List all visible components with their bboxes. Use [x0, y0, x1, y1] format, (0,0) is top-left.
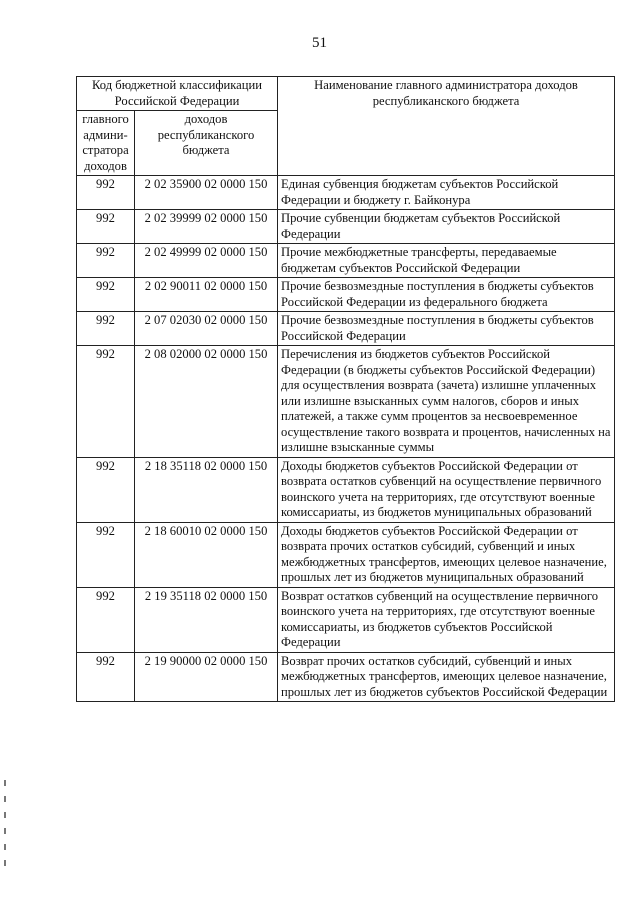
revenue-code-cell: 2 19 35118 02 0000 150 [135, 587, 278, 652]
revenue-code-cell: 2 08 02000 02 0000 150 [135, 346, 278, 458]
header-main-administrator: главного админи-стратора доходов [77, 111, 135, 176]
table-header-row [77, 77, 615, 111]
revenue-name-cell: Перечисления из бюджетов субъектов Российской Федерации (в бюджеты субъектов Российской Федерации) для осуществления возврата (зачета) излишне уплаченных или излишне взысканных сумм налогов, сборов и иных платежей, а также сумм процентов за несвоевременное осуществление такого возврата и процентов, начисленных на излишне взысканные суммы [278, 346, 615, 458]
admin-code-cell: 992 [77, 244, 135, 278]
table-row [77, 176, 615, 210]
admin-code-cell: 992 [77, 176, 135, 210]
revenue-code-cell: 2 07 02030 02 0000 150 [135, 312, 278, 346]
revenue-name-cell: Возврат остатков субвенций на осуществление первичного воинского учета на территориях, где отсутствуют военные комиссариаты, из бюджетов субъектов Российской Федерации [278, 587, 615, 652]
admin-code-cell: 992 [77, 312, 135, 346]
revenue-code-cell: 2 02 39999 02 0000 150 [135, 210, 278, 244]
scan-margin-marks [4, 780, 8, 890]
table-row [77, 587, 615, 652]
revenue-name-cell: Прочие межбюджетные трансферты, передаваемые бюджетам субъектов Российской Федерации [278, 244, 615, 278]
admin-code-cell: 992 [77, 346, 135, 458]
revenue-code-cell: 2 18 35118 02 0000 150 [135, 457, 278, 522]
table-row [77, 278, 615, 312]
header-administrator-name: Наименование главного администратора доходов республиканского бюджета [278, 77, 615, 176]
revenue-code-cell: 2 02 35900 02 0000 150 [135, 176, 278, 210]
revenue-code-cell: 2 02 49999 02 0000 150 [135, 244, 278, 278]
table-row [77, 522, 615, 587]
table-row [77, 346, 615, 458]
header-republic-revenue: доходов республиканского бюджета [135, 111, 278, 176]
revenue-name-cell: Прочие субвенции бюджетам субъектов Российской Федерации [278, 210, 615, 244]
revenue-name-cell: Прочие безвозмездные поступления в бюджеты субъектов Российской Федерации из федерального бюджета [278, 278, 615, 312]
revenue-name-cell: Доходы бюджетов субъектов Российской Федерации от возврата прочих остатков субсидий, субвенций и иных межбюджетных трансфертов, имеющих целевое назначение, прошлых лет из бюджетов муниципальных образований [278, 522, 615, 587]
admin-code-cell: 992 [77, 457, 135, 522]
revenue-code-cell: 2 19 90000 02 0000 150 [135, 652, 278, 702]
admin-code-cell: 992 [77, 278, 135, 312]
table-row [77, 312, 615, 346]
revenue-name-cell: Прочие безвозмездные поступления в бюджеты субъектов Российской Федерации [278, 312, 615, 346]
header-budget-classification: Код бюджетной классификации Российской Федерации [77, 77, 278, 111]
budget-classification-table [76, 76, 615, 702]
revenue-name-cell: Возврат прочих остатков субсидий, субвенций и иных межбюджетных трансфертов, имеющих целевое назначение, прошлых лет из бюджетов субъектов Российской Федерации [278, 652, 615, 702]
table-row [77, 652, 615, 702]
revenue-name-cell: Доходы бюджетов субъектов Российской Федерации от возврата остатков субвенций на осуществление первичного воинского учета на территориях, где отсутствуют военные комиссариаты, из бюджетов муниципальных образований [278, 457, 615, 522]
admin-code-cell: 992 [77, 652, 135, 702]
table-row [77, 210, 615, 244]
revenue-code-cell: 2 02 90011 02 0000 150 [135, 278, 278, 312]
table-row [77, 244, 615, 278]
revenue-name-cell: Единая субвенция бюджетам субъектов Российской Федерации и бюджету г. Байконура [278, 176, 615, 210]
admin-code-cell: 992 [77, 210, 135, 244]
admin-code-cell: 992 [77, 587, 135, 652]
table-row [77, 457, 615, 522]
admin-code-cell: 992 [77, 522, 135, 587]
page-number: 51 [312, 35, 327, 51]
revenue-code-cell: 2 18 60010 02 0000 150 [135, 522, 278, 587]
